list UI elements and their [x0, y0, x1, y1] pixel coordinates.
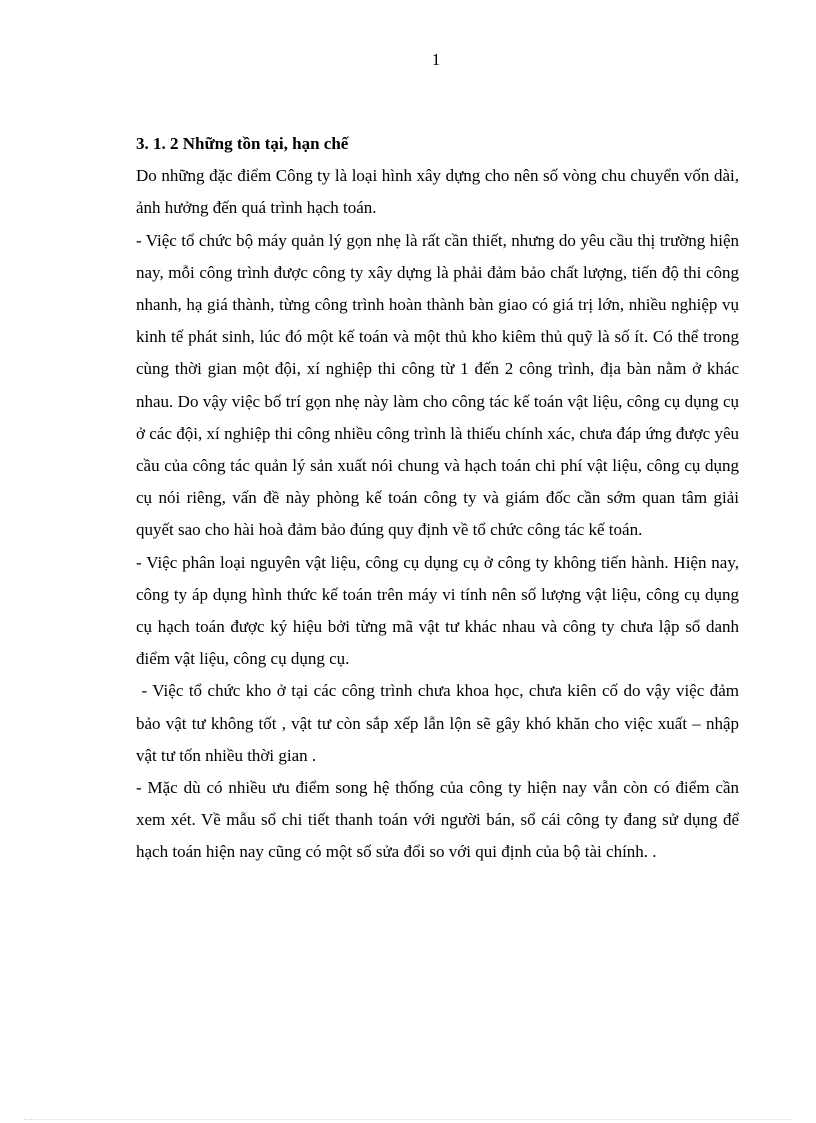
- paragraph-intro: Do những đặc điểm Công ty là loại hình xây dựng cho nên số vòng chu chuyển vốn dài, ảnh hưởng đến quá trình hạch toán.: [136, 166, 739, 218]
- page-number: 1: [431, 50, 441, 69]
- section-heading: 3. 1. 2 Những tồn tại, hạn chế: [136, 134, 349, 153]
- paragraph-ledger: - Mặc dù có nhiều ưu điểm song hệ thống của công ty hiện nay vẫn còn có điểm cần xem xét. Về mẫu sổ chi tiết thanh toán với người bán, sổ cái công ty đang sử dụng để hạch toán hiện nay cũng có một số sửa đổi so với qui định của bộ tài chính. .: [136, 778, 739, 862]
- document-body: [136, 128, 744, 869]
- paragraph-warehouse: - Việc tổ chức kho ở tại các công trình chưa khoa học, chưa kiên cố do vậy việc đảm bảo vật tư không tốt , vật tư còn sắp xếp lẫn lộn sẽ gây khó khăn cho việc xuất – nhập vật tư tốn nhiều thời gian .: [136, 681, 744, 765]
- page-bottom-divider: [24, 1119, 792, 1120]
- paragraph-organization: - Việc tổ chức bộ máy quản lý gọn nhẹ là rất cần thiết, nhưng do yêu cầu thị trường hiện nay, mỗi công trình được công ty xây dựng là phải đảm bảo chất lượng, tiến độ thi công nhanh, hạ giá thành, từng công trình hoàn thành bàn giao có giá trị lớn, nhiều nghiệp vụ kinh tế phát sinh, lúc đó một kế toán và một thủ kho kiêm thủ quỹ là số ít. Có thể trong cùng thời gian một đội, xí nghiệp thi công từ 1 đến 2 công trình, địa bàn nằm ở khác nhau. Do vậy việc bố trí gọn nhẹ này làm cho công tác kế toán vật liệu, công cụ dụng cụ ở các đội, xí nghiệp thi công nhiều công trình là thiếu chính xác, chưa đáp ứng được yêu cầu của công tác quản lý sản xuất nói chung và hạch toán chi phí vật liệu, công cụ dụng cụ nói riêng, vấn đề này phòng kế toán công ty và giám đốc cần sớm quan tâm giải quyết sao cho hài hoà đảm bảo đúng quy định về tổ chức công tác kế toán.: [136, 230, 739, 540]
- paragraph-classification: - Việc phân loại nguyên vật liệu, công cụ dụng cụ ở công ty không tiến hành. Hiện nay, công ty áp dụng hình thức kế toán trên máy vi tính nên số lượng vật liệu, công cụ dụng cụ hạch toán được ký hiệu bởi từng mã vật tư khác nhau và công ty chưa lập sổ danh điểm vật liệu, công cụ dụng cụ.: [136, 552, 739, 669]
